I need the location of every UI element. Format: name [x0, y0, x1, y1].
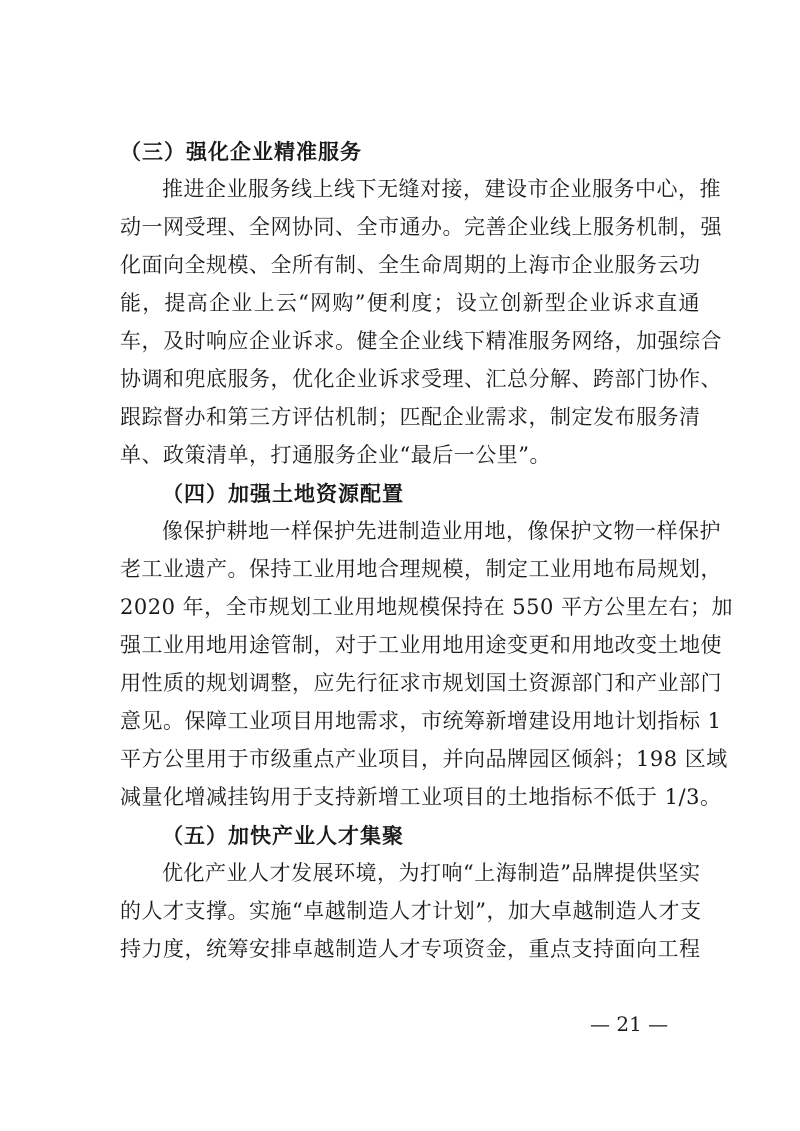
paragraph-line: 持力度，统筹安排卓越制造人才专项资金，重点支持面向工程: [120, 937, 701, 961]
paragraph-line: 强工业用地用途管制，对于工业用地用途变更和用地改变土地使: [120, 633, 722, 657]
section-heading: （三）强化企业精准服务: [120, 139, 362, 164]
paragraph-line: 化面向全规模、全所有制、全生命周期的上海市企业服务云功: [120, 253, 701, 277]
paragraph-line: 2020 年，全市规划工业用地规模保持在 550 平方公里左右；加: [120, 595, 734, 619]
paragraph-line: 跟踪督办和第三方评估机制；匹配企业需求，制定发布服务清: [120, 405, 701, 429]
paragraph-line: 用性质的规划调整，应先行征求市规划国土资源部门和产业部门: [120, 671, 722, 695]
page-number: — 21 —: [590, 1012, 669, 1036]
paragraph-line: 老工业遗产。保持工业用地合理规模，制定工业用地布局规划，: [120, 557, 722, 581]
paragraph-line: 能，提高企业上云“网购”便利度；设立创新型企业诉求直通: [120, 291, 700, 315]
paragraph-line: 像保护耕地一样保护先进制造业用地，像保护文物一样保护: [162, 519, 721, 543]
paragraph-line: 优化产业人才发展环境，为打响“上海制造”品牌提供坚实: [162, 861, 701, 885]
paragraph-line: 推进企业服务线上线下无缝对接，建设市企业服务中心，推: [162, 177, 721, 201]
paragraph-line: 动一网受理、全网协同、全市通办。完善企业线上服务机制，强: [120, 215, 722, 239]
paragraph-line: 单、政策清单，打通服务企业“最后一公里”。: [120, 443, 551, 467]
paragraph-line: 车，及时响应企业诉求。健全企业线下精准服务网络，加强综合: [120, 329, 722, 353]
paragraph-line: 的人才支撑。实施“卓越制造人才计划”，加大卓越制造人才支: [120, 899, 702, 923]
paragraph-line: 意见。保障工业项目用地需求，市统筹新增建设用地计划指标 1: [120, 709, 722, 733]
section-heading: （四）加强土地资源配置: [162, 481, 404, 506]
section-heading: （五）加快产业人才集聚: [162, 823, 404, 848]
paragraph-line: 平方公里用于市级重点产业项目，并向品牌园区倾斜；198 区域: [120, 747, 728, 771]
paragraph-line: 减量化增减挂钩用于支持新增工业项目的土地指标不低于 1/3。: [120, 785, 722, 809]
paragraph-line: 协调和兜底服务，优化企业诉求受理、汇总分解、跨部门协作、: [120, 367, 722, 391]
